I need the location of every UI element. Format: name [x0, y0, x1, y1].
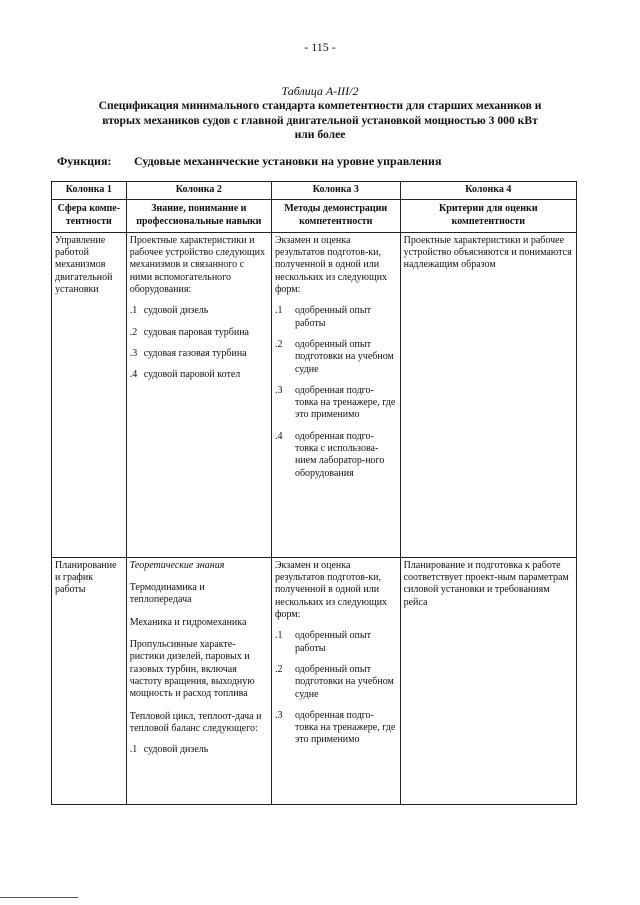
criteria-cell — [400, 557, 576, 804]
item-text: одобренный опыт работы — [294, 305, 371, 329]
list-item — [275, 630, 397, 655]
column-header: Критерии для оценки компетентности — [400, 200, 576, 233]
criteria-cell — [400, 232, 576, 557]
criteria-text: Планирование и подготовка к работе соответствует проект-ным параметрам силовой установки и требованиям рейса — [403, 559, 569, 608]
item-number: .2 — [274, 338, 283, 350]
list-item — [275, 710, 397, 747]
item-number: .1 — [274, 630, 283, 642]
item-number: .3 — [274, 384, 283, 396]
item-number: .1 — [129, 305, 138, 317]
item-number: .3 — [274, 709, 283, 721]
methods-intro: Экзамен и оценка результатов подготов-ки, полученной в одной или нескольких из следующих форм: — [274, 559, 388, 621]
knowledge-intro: Проектные характеристики и рабочее устройство следующих механизмов и связанного с ними вспомогательного оборудования: — [129, 234, 265, 296]
item-text: судовой паровой котел — [143, 369, 241, 381]
item-text: одобренный опыт работы — [294, 630, 371, 654]
column-header-row — [52, 200, 577, 233]
table-row — [52, 557, 577, 804]
item-number: .3 — [129, 347, 138, 359]
column-number: Колонка 4 — [400, 182, 576, 200]
function-label: Функция: — [57, 154, 112, 168]
item-number: .2 — [274, 663, 283, 675]
footer-rule — [0, 897, 78, 898]
list-item — [130, 327, 268, 339]
list-item — [275, 305, 397, 330]
item-number: .4 — [274, 430, 283, 442]
item-text: одобренная подго-товка на тренажере, где это применимо — [294, 384, 396, 421]
function-value: Судовые механические установки на уровне управления — [134, 154, 442, 168]
list-item — [130, 744, 268, 756]
list-item — [275, 664, 397, 701]
document-title — [60, 99, 580, 143]
item-number: .1 — [274, 305, 283, 317]
list-item — [130, 305, 268, 317]
knowledge-paragraph: Тепловой цикл, теплоот-дача и тепловой баланс следующего: — [129, 710, 262, 734]
function-row — [57, 154, 441, 169]
title-line: Спецификация минимального стандарта компетентности для старших механиков и — [98, 99, 542, 112]
item-text: одобренный опыт подготовки на учебном судне — [294, 663, 394, 700]
title-line: или более — [294, 128, 346, 141]
column-header: Сфера компе-тентности — [52, 200, 127, 233]
table-caption: Таблица A-III/2 — [281, 84, 359, 98]
page-number: - 115 - — [304, 40, 336, 54]
list-item — [275, 385, 397, 422]
item-number: .2 — [129, 326, 138, 338]
title-line: вторых механиков судов с главной двигательной установкой мощностью 3 000 кВт — [102, 113, 538, 127]
column-number: Колонка 1 — [52, 182, 127, 200]
item-text: одобренная подго-товка на тренажере, где это применимо — [294, 709, 396, 746]
list-item — [275, 431, 397, 480]
column-number-row — [52, 182, 577, 200]
criteria-text: Проектные характеристики и рабочее устройство объясняются и понимаются надлежащим образом — [403, 234, 572, 271]
competence-text: Управление работой механизмов двигательной установки — [55, 234, 113, 296]
item-text: судовая газовая турбина — [143, 347, 247, 359]
knowledge-heading: Теоретические знания — [129, 559, 225, 571]
item-number: .4 — [129, 369, 138, 381]
knowledge-paragraph: Механика и гидромеханика — [129, 616, 247, 628]
item-text: судовой дизель — [143, 744, 209, 756]
competence-text: Планирование и график работы — [55, 559, 117, 596]
column-number: Колонка 3 — [271, 182, 400, 200]
methods-intro: Экзамен и оценка результатов подготов-ки, полученной в одной или нескольких из следующих форм: — [274, 234, 388, 296]
item-text: судовой дизель — [143, 305, 209, 317]
column-header: Методы демонстрации компетентности — [271, 200, 400, 233]
competence-cell — [52, 557, 127, 804]
list-item — [130, 348, 268, 360]
item-text: одобренная подго-товка с использова-нием лаборатор-ного оборудования — [294, 430, 385, 479]
column-number: Колонка 2 — [126, 182, 271, 200]
knowledge-paragraph: Пропульсивные характе-ристики дизелей, паровых и газовых турбин, включая частоту вращения, выходную мощность и расход топлива — [129, 639, 255, 700]
table-row — [52, 232, 577, 557]
competence-cell — [52, 232, 127, 557]
column-header: Знание, понимание и профессиональные навыки — [126, 200, 271, 233]
list-item — [275, 339, 397, 376]
methods-cell — [271, 232, 400, 557]
competence-table — [51, 181, 577, 805]
list-item — [130, 369, 268, 381]
methods-cell — [271, 557, 400, 804]
knowledge-paragraph: Термодинамика и теплопередача — [129, 582, 205, 606]
knowledge-cell — [126, 232, 271, 557]
item-text: судовая паровая турбина — [143, 326, 249, 338]
item-text: одобренный опыт подготовки на учебном судне — [294, 338, 394, 375]
knowledge-cell — [126, 557, 271, 804]
item-number: .1 — [129, 744, 138, 756]
